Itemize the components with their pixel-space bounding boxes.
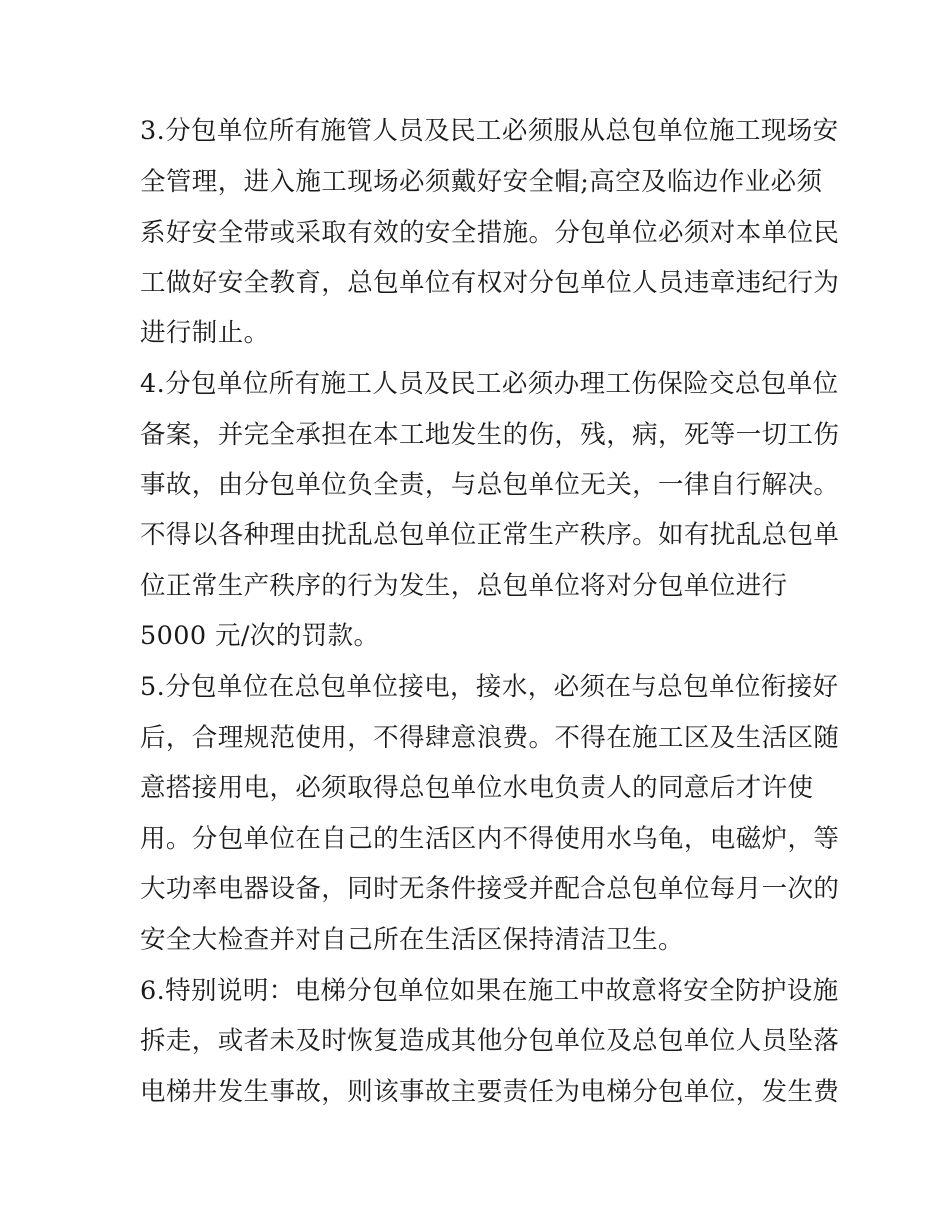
clause-6-line-2: 拆走，或者未及时恢复造成其他分包单位及总包单位人员坠落 [140,1026,840,1056]
clause-4-line-4: 不得以各种理由扰乱总包单位正常生产秩序。如有扰乱总包单 [140,520,840,550]
clause-3-line-4: 工做好安全教育，总包单位有权对分包单位人员违章违纪行为 [140,268,840,298]
clause-3-line-2: 全管理，进入施工现场必须戴好安全帽;高空及临边作业必须 [140,167,823,197]
clause-3-line-3: 系好安全带或采取有效的安全措施。分包单位必须对本单位民 [140,218,840,248]
clause-3-line-5: 进行制止。 [140,318,270,348]
clause-6-line-3: 电梯井发生事故，则该事故主要责任为电梯分包单位，发生费 [140,1077,840,1107]
clause-5-line-2: 后，合理规范使用，不得肆意浪费。不得在施工区及生活区随 [140,723,840,753]
clause-5-line-1: 5.分包单位在总包单位接电，接水，必须在与总包单位衔接好 [140,672,839,702]
clause-4-line-3: 事故，由分包单位负全责，与总包单位无关，一律自行解决。 [140,470,840,500]
clause-5-line-3: 意搭接用电，必须取得总包单位水电负责人的同意后才许使 [140,773,814,803]
clause-6-line-1: 6.特别说明：电梯分包单位如果在施工中故意将安全防护设施 [140,976,839,1006]
clause-5-line-6: 安全大检查并对自己所在生活区保持清洁卫生。 [140,925,684,955]
clause-4-line-6: 5000 元/次的罚款。 [140,621,380,651]
clause-4-line-2: 备案，并完全承担在本工地发生的伤，残，病，死等一切工伤 [140,420,840,450]
clause-5-line-5: 大功率电器设备，同时无条件接受并配合总包单位每月一次的 [140,874,840,904]
clause-4-line-5: 位正常生产秩序的行为发生，总包单位将对分包单位进行 [140,571,788,601]
clause-3-line-1: 3.分包单位所有施管人员及民工必须服从总包单位施工现场安 [140,116,839,146]
clause-4-line-1: 4.分包单位所有施工人员及民工必须办理工伤保险交总包单位 [140,369,839,399]
clause-5-line-4: 用。分包单位在自己的生活区内不得使用水乌龟，电磁炉，等 [140,824,840,854]
